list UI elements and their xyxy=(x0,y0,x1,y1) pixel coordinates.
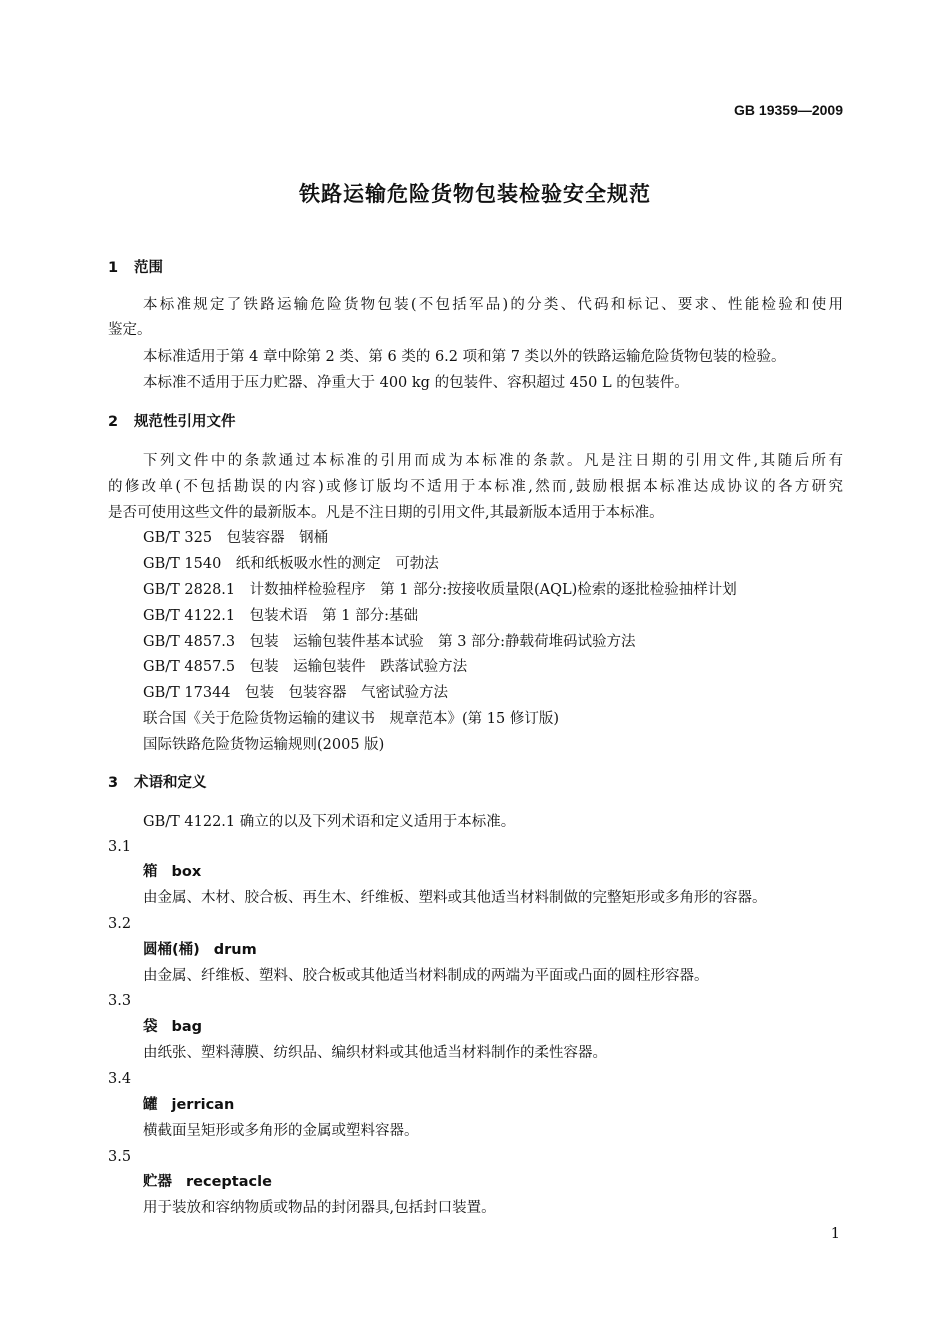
term-number: 3.2 xyxy=(108,916,132,932)
section-title: 规范性引用文件 xyxy=(134,414,236,430)
reference-item: GB/T 1540 纸和纸板吸水性的测定 可勃法 xyxy=(143,556,439,572)
reference-item: 联合国《关于危险货物运输的建议书 规章范本》(第 15 修订版) xyxy=(143,711,559,727)
term-definition: 用于装放和容纳物质或物品的封闭器具,包括封口装置。 xyxy=(143,1200,496,1216)
term-number: 3.5 xyxy=(108,1149,132,1165)
reference-item: GB/T 4857.3 包装 运输包装件基本试验 第 3 部分:静载荷堆码试验方法 xyxy=(143,634,636,650)
paragraph-line: 本标准不适用于压力贮器、净重大于 400 kg 的包装件、容积超过 450 L 的包装件。 xyxy=(143,375,689,391)
term-zh: 袋 xyxy=(143,1019,158,1035)
section-number: 2 xyxy=(108,414,119,430)
reference-item: GB/T 4857.5 包装 运输包装件 跌落试验方法 xyxy=(143,659,468,675)
term-en: box xyxy=(171,864,202,880)
section-number: 1 xyxy=(108,260,119,276)
section-title: 术语和定义 xyxy=(134,775,207,791)
section-heading-3 xyxy=(108,773,207,793)
term-definition: 由金属、纤维板、塑料、胶合板或其他适当材料制成的两端为平面或凸面的圆柱形容器。 xyxy=(143,968,709,984)
term-heading xyxy=(143,862,201,882)
term-definition: 由金属、木材、胶合板、再生木、纤维板、塑料或其他适当材料制做的完整矩形或多角形的容器。 xyxy=(143,890,767,906)
term-zh: 罐 xyxy=(143,1097,158,1113)
term-en: drum xyxy=(213,942,257,958)
term-number: 3.1 xyxy=(108,839,132,855)
reference-item: GB/T 4122.1 包装术语 第 1 部分:基础 xyxy=(143,608,418,624)
reference-item: GB/T 17344 包装 包装容器 气密试验方法 xyxy=(143,685,449,701)
term-heading xyxy=(143,1172,272,1192)
term-number: 3.3 xyxy=(108,993,132,1009)
term-heading xyxy=(143,1095,234,1115)
page-number: 1 xyxy=(830,1226,840,1242)
term-heading xyxy=(143,1017,202,1037)
paragraph-line: 的修改单(不包括勘误的内容)或修订版均不适用于本标准,然而,鼓励根据本标准达成协议的各方研究 xyxy=(108,479,843,495)
paragraph-line: 本标准规定了铁路运输危险货物包装(不包括军品)的分类、代码和标记、要求、性能检验和使用 xyxy=(143,297,843,313)
section-number: 3 xyxy=(108,775,119,791)
standard-number: GB 19359—2009 xyxy=(734,102,843,118)
term-heading xyxy=(143,940,257,960)
paragraph-line: 下列文件中的条款通过本标准的引用而成为本标准的条款。凡是注日期的引用文件,其随后所有 xyxy=(143,453,843,469)
reference-item: 国际铁路危险货物运输规则(2005 版) xyxy=(143,737,385,753)
section-heading-2 xyxy=(108,412,236,432)
term-definition: 由纸张、塑料薄膜、纺织品、编织材料或其他适当材料制作的柔性容器。 xyxy=(143,1045,607,1061)
term-zh: 箱 xyxy=(143,864,158,880)
section-title: 范围 xyxy=(134,260,163,276)
term-zh: 贮器 xyxy=(143,1174,172,1190)
term-zh: 圆桶(桶) xyxy=(143,942,200,958)
paragraph-line: 鉴定。 xyxy=(108,322,152,338)
term-en: bag xyxy=(171,1019,203,1035)
paragraph-line: GB/T 4122.1 确立的以及下列术语和定义适用于本标准。 xyxy=(143,814,516,830)
document-title: 铁路运输危险货物包装检验安全规范 xyxy=(299,182,651,206)
term-en: receptacle xyxy=(186,1174,272,1190)
section-heading-1 xyxy=(108,258,163,278)
reference-item: GB/T 2828.1 计数抽样检验程序 第 1 部分:按接收质量限(AQL)检索的逐批检验抽样计划 xyxy=(143,582,737,598)
paragraph-line: 是否可使用这些文件的最新版本。凡是不注日期的引用文件,其最新版本适用于本标准。 xyxy=(108,505,664,521)
paragraph-line: 本标准适用于第 4 章中除第 2 类、第 6 类的 6.2 项和第 7 类以外的铁路运输危险货物包装的检验。 xyxy=(143,349,786,365)
term-number: 3.4 xyxy=(108,1071,132,1087)
term-definition: 横截面呈矩形或多角形的金属或塑料容器。 xyxy=(143,1123,419,1139)
term-en: jerrican xyxy=(171,1097,235,1113)
reference-item: GB/T 325 包装容器 钢桶 xyxy=(143,530,329,546)
